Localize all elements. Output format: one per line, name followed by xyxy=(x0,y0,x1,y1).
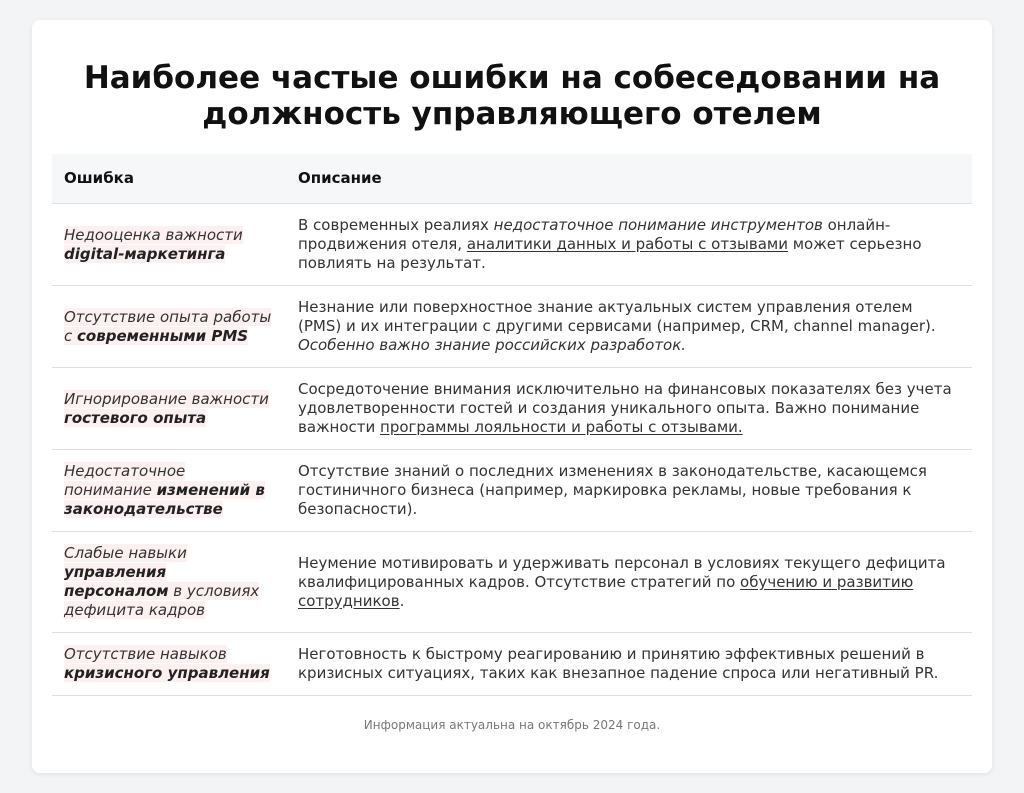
description-text: Неготовность к быстрому реагированию и принятию эффективных решений в кризисных ситуациях, таких как внезапное падение спроса или негативный PR. xyxy=(298,645,939,682)
content-card xyxy=(32,20,992,773)
description-text: Сосредоточение внимания исключительно на финансовых показателях без учета удовлетворенности гостей и создания уникального опыта. Важно понимание важности xyxy=(298,380,952,436)
description-emphasis: Особенно важно знание российских разработок. xyxy=(298,336,687,354)
description-text: онлайн-продвижения отеля, xyxy=(298,216,891,253)
table-row xyxy=(52,532,972,633)
error-cell xyxy=(52,633,286,696)
error-key-term: кризисного управления xyxy=(64,664,270,682)
error-cell xyxy=(52,204,286,286)
error-text: Отсутствие навыков xyxy=(64,645,227,663)
description-underline: программы лояльности и работы с отзывами. xyxy=(380,418,743,436)
description-cell xyxy=(286,450,972,532)
error-key-term: изменений в законодательстве xyxy=(64,481,265,518)
error-cell xyxy=(52,368,286,450)
error-key-term: современными PMS xyxy=(77,326,249,345)
error-key-term: digital-маркетинга xyxy=(64,244,226,263)
error-cell xyxy=(52,450,286,532)
error-text: Недостаточное понимание xyxy=(64,462,186,499)
table-row xyxy=(52,286,972,368)
error-text: Игнорирование важности xyxy=(64,389,269,408)
table-row xyxy=(52,450,972,532)
description-cell xyxy=(286,286,972,368)
error-text-rest: в условиях дефицита кадров xyxy=(64,582,260,619)
column-header-description: Описание xyxy=(286,154,972,204)
error-text: Слабые навыки xyxy=(64,544,187,562)
description-text: Отсутствие знаний о последних изменениях в законодательстве, касающемся гостиничного бизнеса (например, маркировка рекламы, новые требования к безопасности). xyxy=(298,462,927,518)
description-text: может серьезно повлиять на результат. xyxy=(298,235,922,272)
error-key-term: гостевого опыта xyxy=(64,408,207,427)
description-cell xyxy=(286,368,972,450)
error-text: Отсутствие опыта работы с xyxy=(64,307,272,345)
table-row xyxy=(52,204,972,286)
description-text: Неумение мотивировать и удерживать персонал в условиях текущего дефицита квалифицированных кадров. Отсутствие стратегий по xyxy=(298,553,946,591)
error-key-term: управления персоналом xyxy=(64,563,169,600)
description-cell xyxy=(286,204,972,286)
description-underline: аналитики данных и работы с отзывами xyxy=(466,235,788,253)
column-header-error: Ошибка xyxy=(52,154,286,204)
description-text: . xyxy=(399,591,405,610)
description-underline: обучению и развитию сотрудников xyxy=(298,572,914,610)
description-cell xyxy=(286,633,972,696)
description-emphasis: недостаточное понимание инструментов xyxy=(493,216,823,234)
table-row xyxy=(52,368,972,450)
error-cell xyxy=(52,286,286,368)
error-cell xyxy=(52,532,286,633)
table-header-row xyxy=(52,154,972,204)
errors-table xyxy=(52,154,972,696)
description-text: Незнание или поверхностное знание актуальных систем управления отелем (PMS) и их интеграции с другими сервисами (например, CRM, channel manager). xyxy=(298,298,936,335)
error-text: Недооценка важности xyxy=(64,225,243,244)
description-text: В современных реалиях xyxy=(298,216,494,234)
description-cell xyxy=(286,532,972,633)
page-title: Наиболее частые ошибки на собеседовании на должность управляющего отелем xyxy=(83,60,941,132)
footer-note: Информация актуальна на октябрь 2024 года. xyxy=(363,718,661,732)
table-row xyxy=(52,633,972,696)
